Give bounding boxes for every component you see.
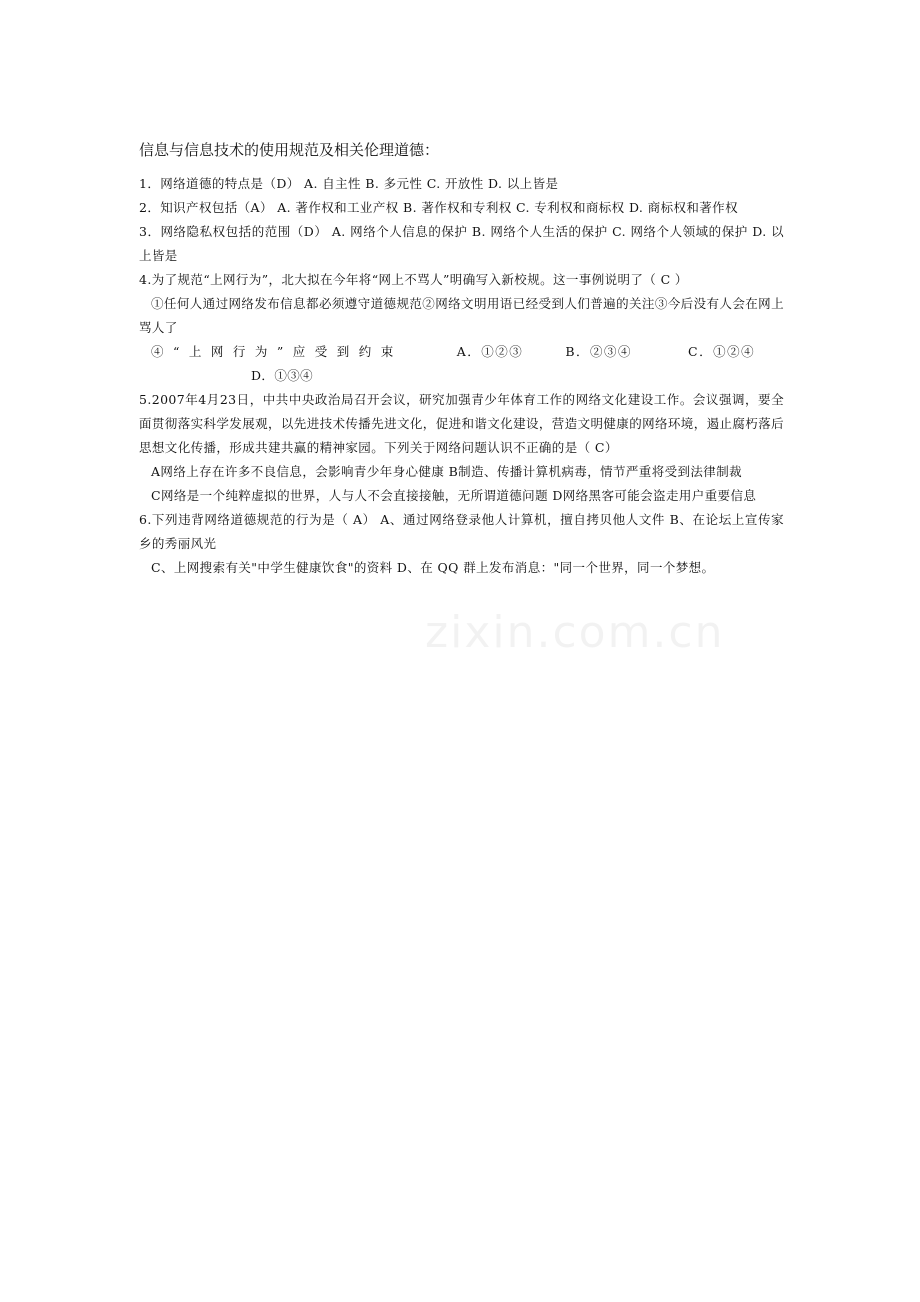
question-4-statement-4: ④“上网行为”应受到约束 [151,344,403,359]
question-1: 1．网络道德的特点是（D） A. 自主性 B. 多元性 C. 开放性 D. 以上皆是 [139,176,559,191]
question-5-options-ab: A网络上存在许多不良信息，会影响青少年身心健康 B制造、传播计算机病毒，情节严重将受到法律制裁 [151,464,742,479]
question-4-stem: 4.为了规范“上网行为”，北大拟在今年将“网上不骂人”明确写入新校规。这一事例说明了（ C ） [139,272,688,287]
question-5-options-cd: C网络是一个纯粹虚拟的世界，人与人不会直接接触，无所谓道德问题 D网络黑客可能会盗走用户重要信息 [151,488,757,503]
question-5-stem: 5.2007年4月23日，中共中央政治局召开会议，研究加强青少年体育工作的网络文化建设工作。会议强调，要全面贯彻落实科学发展观，以先进技术传播先进文化，促进和谐文化建设，营造文明健康的网络环境，遏止腐朽落后思想文化传播，形成共建共赢的精神家园。下列关于网络问题认识不正确的是（ C） [139,392,785,455]
document-page [139,138,784,580]
question-6-stem: 6.下列违背网络道德规范的行为是（ A） A、通过网络登录他人计算机，擅自拷贝他人文件 B、在论坛上宣传家乡的秀丽风光 [139,512,784,551]
question-4-statements: ①任何人通过网络发布信息都必须遵守道德规范②网络文明用语已经受到人们普遍的关注③今后没有人会在网上骂人了 [139,296,784,335]
question-4-option-d: D．①③④ [251,368,314,383]
question-4-option-c: C．①②④ [688,344,756,359]
question-4-options-row [139,340,784,364]
question-6-options-cd: C、上网搜索有关"中学生健康饮食"的资料 D、在 QQ 群上发布消息："同一个世界，同一个梦想。 [151,560,715,575]
question-4-option-b: B．②③④ [565,344,632,359]
document-title: 信息与信息技术的使用规范及相关伦理道德： [139,141,440,159]
question-4-option-a: A．①②③ [456,344,524,359]
question-3: 3．网络隐私权包括的范围（D） A. 网络个人信息的保护 B. 网络个人生活的保护 C. 网络个人领域的保护 D. 以上皆是 [139,224,784,263]
question-2: 2．知识产权包括（A） A. 著作权和工业产权 B. 著作权和专利权 C. 专利权和商标权 D. 商标权和著作权 [139,200,738,215]
watermark-text: zixin.com.cn [425,607,725,658]
